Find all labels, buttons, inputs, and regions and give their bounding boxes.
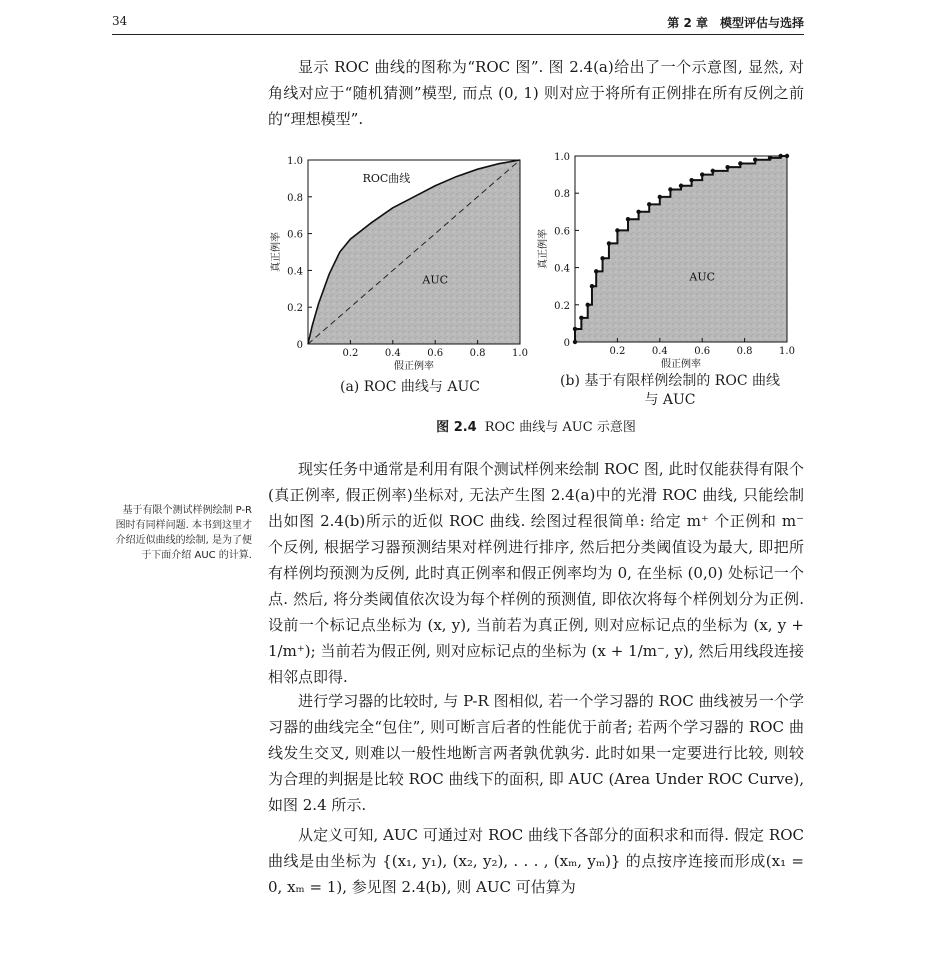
intro-text: 显示 ROC 曲线的图称为“ROC 图”. 图 2.4(a)给出了一个示意图, 显然, 对角线对应于“随机猜测”模型, 而点 (0, 1) 则对应于将所有正例排在所有反例之前的“理想模型”. <box>268 58 804 128</box>
x-tick-label: 0.4 <box>651 346 668 357</box>
page-number: 34 <box>112 14 128 28</box>
roc-point <box>615 228 619 232</box>
roc-point <box>700 172 704 176</box>
x-tick-label: 0.6 <box>694 346 711 357</box>
body-paragraph-3 <box>268 822 804 900</box>
roc-point <box>658 195 662 199</box>
roc-point <box>590 284 594 288</box>
x-tick-label: 1.0 <box>512 348 528 359</box>
x-tick-label: 0.4 <box>384 348 401 359</box>
body-paragraph-2 <box>268 688 804 818</box>
body-text-2: 进行学习器的比较时, 与 P-R 图相似, 若一个学习器的 ROC 曲线被另一个学习器的曲线完全“包住”, 则可断言后者的性能优于前者; 若两个学习器的 ROC 曲线发生交叉, 则难以一般性地断言两者孰优孰劣. 此时如果一定要进行比较, 则较为合理的判据是比较 ROC 曲线下的面积, 即 AUC (Area Under ROC Curve), 如图 2.4 所示. <box>268 692 804 814</box>
y-tick-label: 1.0 <box>554 152 570 163</box>
roc-point <box>689 178 693 182</box>
y-axis-label: 真正例率 <box>271 232 282 272</box>
x-axis-label: 假正例率 <box>394 361 434 372</box>
roc-point <box>607 241 611 245</box>
x-tick-label: 0.6 <box>427 348 444 359</box>
x-tick-label: 0.8 <box>469 348 486 359</box>
roc-point <box>636 210 640 214</box>
roc-point <box>738 161 742 165</box>
y-tick-label: 0.4 <box>287 266 303 278</box>
figure-title: ROC 曲线与 AUC 示意图 <box>484 420 636 435</box>
roc-point <box>711 169 715 173</box>
y-axis-label: 真正例率 <box>538 229 549 269</box>
y-tick-label: 0 <box>296 340 303 351</box>
x-tick-label: 0.2 <box>342 348 359 359</box>
plot-area-a <box>269 156 528 372</box>
roc-point <box>647 202 651 206</box>
y-tick-label: 0.6 <box>554 226 570 238</box>
body-text-1: 现实任务中通常是利用有限个测试样例来绘制 ROC 图, 此时仅能获得有限个(真正例率, 假正例率)坐标对, 无法产生图 2.4(a)中的光滑 ROC 曲线, 只能绘制出如图 2.4(b)所示的近似 ROC 曲线. 绘图过程很简单: 给定 m⁺ 个正例和 m⁻ 个反例, 根据学习器预测结果对样例进行排序, 然后把分类阈值设为最大, 即把所有样例均预测为反例, 此时真正例率和假正例率均为 0, 在坐标 (0,0) 处标记一个点. 然后, 将分类阈值依次设为每个样例的预测值, 即依次将每个样例划分为正例. 设前一个标记点坐标为 (x, y), 当前若为真正例, 则对应标记点的坐标为 (x, y + 1/m⁺); 当前若为假正例, 则对应标记点的坐标为 (x + 1/m⁻, y), 然后用线段连接相邻点即得. <box>268 460 804 686</box>
roc-point <box>768 156 772 160</box>
roc-point <box>573 327 577 331</box>
figure-number: 图 2.4 <box>436 420 477 435</box>
y-tick-label: 0.6 <box>287 229 303 241</box>
roc-point <box>753 158 757 162</box>
x-tick-label: 0.8 <box>736 346 753 357</box>
roc-point <box>778 154 782 158</box>
roc-point <box>679 184 683 188</box>
caption-a: (a) ROC 曲线与 AUC <box>340 379 480 395</box>
roc-point <box>579 316 583 320</box>
roc-point <box>586 303 590 307</box>
y-tick-label: 0.2 <box>287 303 303 315</box>
roc-point <box>626 217 630 221</box>
y-tick-label: 0.2 <box>554 300 570 312</box>
roc-point <box>725 165 729 169</box>
auc-label: AUC <box>422 273 449 287</box>
x-tick-label: 0.2 <box>609 346 626 357</box>
page-header <box>112 12 804 35</box>
auc-label: AUC <box>689 270 716 284</box>
y-tick-label: 0 <box>563 338 570 349</box>
y-tick-label: 0.8 <box>287 192 303 204</box>
y-tick-label: 0.8 <box>554 189 570 201</box>
roc-point <box>785 154 789 158</box>
side-note: 基于有限个测试样例绘制 P-R 图时有同样问题. 本书到这里才介绍近似曲线的绘制, 是为了便于下面介绍 AUC 的计算. <box>115 505 252 561</box>
x-axis-label: 假正例率 <box>661 359 701 370</box>
caption-b-line2: 与 AUC <box>644 392 696 408</box>
caption-b <box>540 372 800 410</box>
y-tick-label: 0.4 <box>554 263 570 275</box>
roc-point <box>600 256 604 260</box>
intro-paragraph <box>268 54 804 132</box>
y-tick-label: 1.0 <box>287 156 303 167</box>
caption-b-line1: (b) 基于有限样例绘制的 ROC 曲线 <box>560 373 780 389</box>
roc-point <box>594 269 598 273</box>
roc-chart-a <box>270 150 532 380</box>
roc-point <box>668 187 672 191</box>
figure-caption <box>268 416 804 435</box>
plot-area-b <box>536 152 795 370</box>
chapter-title: 第 2 章 模型评估与选择 <box>667 16 804 30</box>
roc-curve-label: ROC曲线 <box>362 172 411 186</box>
x-tick-label: 1.0 <box>779 346 795 357</box>
body-paragraph-1 <box>268 456 804 690</box>
body-text-3: 从定义可知, AUC 可通过对 ROC 曲线下各部分的面积求和而得. 假定 ROC 曲线是由坐标为 {(x₁, y₁), (x₂, y₂), . . . , (xₘ, yₘ)} 的点按序连接而形成(x₁ = 0, xₘ = 1), 参见图 2.4(b), 则 AUC 可估算为 <box>268 826 804 896</box>
roc-chart-b <box>540 148 800 370</box>
